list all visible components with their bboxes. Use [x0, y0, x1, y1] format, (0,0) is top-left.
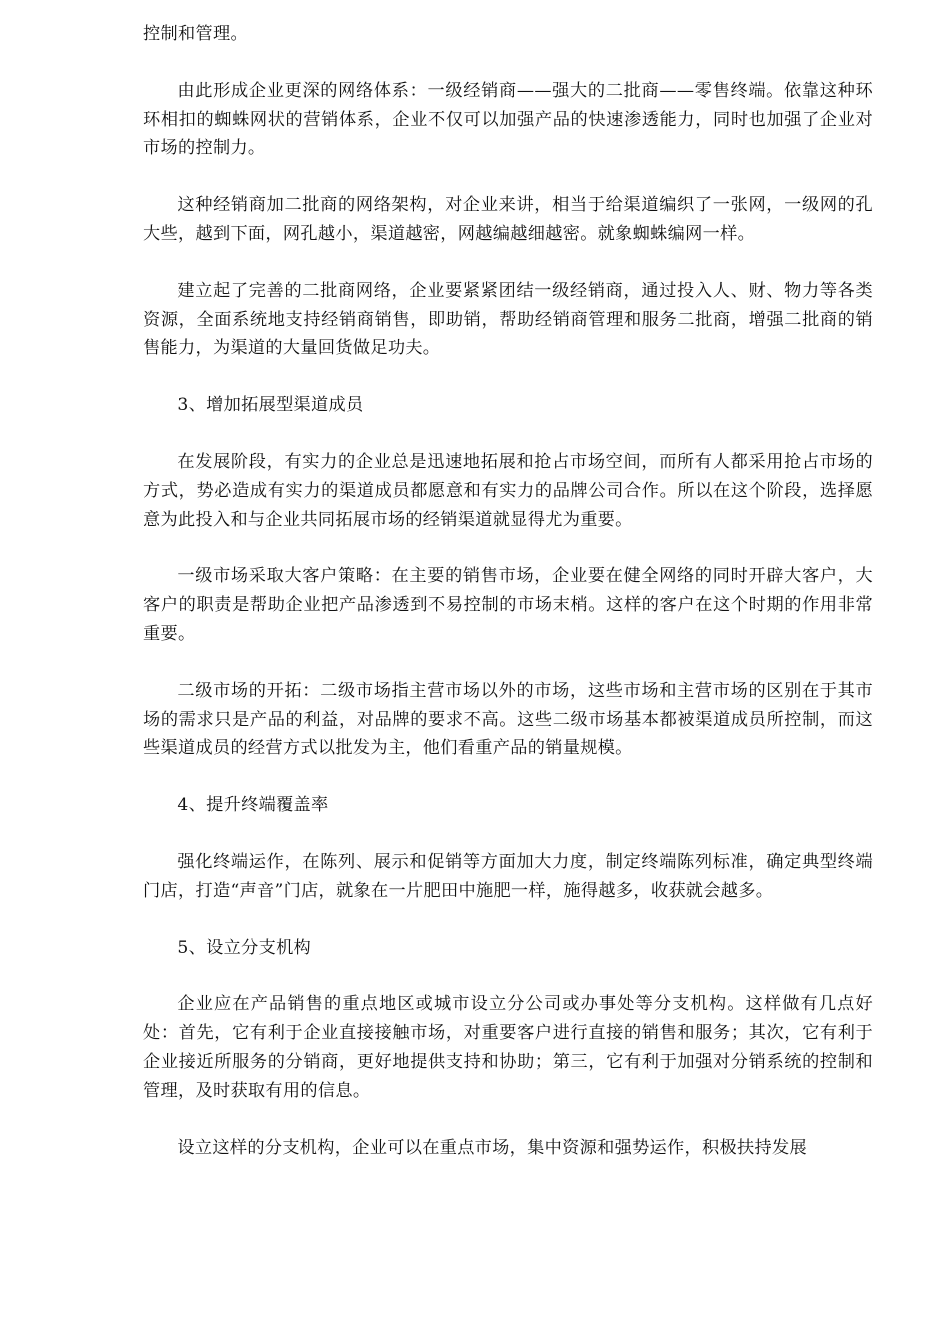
paragraph-development-stage: 在发展阶段，有实力的企业总是迅速地拓展和抢占市场空间，而所有人都采用抢占市场的方式，势必造成有实力的渠道成员都愿意和有实力的品牌公司合作。所以在这个阶段，选择愿意为此投入和与企业共同拓展市场的经销渠道就显得尤为重要。 — [143, 451, 873, 530]
paragraph-second-tier-network: 建立起了完善的二批商网络，企业要紧紧团结一级经销商，通过投入人、财、物力等各类资源，全面系统地支持经销商销售，即助销，帮助经销商管理和服务二批商，增强二批商的销售能力，为渠道的大量回货做足功夫。 — [143, 280, 873, 359]
paragraph-secondary-market: 二级市场的开拓：二级市场指主营市场以外的市场，这些市场和主营市场的区别在于其市场的需求只是产品的利益，对品牌的要求不高。这些二级市场基本都被渠道成员所控制，而这些渠道成员的经营方式以批发为主，他们看重产品的销量规模。 — [143, 680, 873, 759]
paragraph-gap — [143, 363, 873, 391]
paragraph-gap — [143, 49, 873, 77]
paragraph-gap — [143, 534, 873, 562]
paragraph-gap — [143, 906, 873, 934]
section-heading-3: 3、增加拓展型渠道成员 — [177, 395, 364, 416]
section-heading-4: 4、提升终端覆盖率 — [177, 795, 329, 816]
paragraph-gap — [143, 820, 873, 848]
paragraph-gap — [143, 962, 873, 990]
paragraph-gap — [143, 763, 873, 791]
section-heading-5: 5、设立分支机构 — [177, 937, 312, 958]
paragraph-network-structure: 这种经销商加二批商的网络架构，对企业来讲，相当于给渠道编织了一张网，一级网的孔大些，越到下面，网孔越小，渠道越密，网越编越细越密。就象蜘蛛编网一样。 — [143, 195, 873, 244]
paragraph-branch-offices: 企业应在产品销售的重点地区或城市设立分公司或办事处等分支机构。这样做有几点好处：首先，它有利于企业直接接触市场，对重要客户进行直接的销售和服务；其次，它有利于企业接近所服务的分销商，更好地提供支持和协助；第三，它有利于加强对分销系统的控制和管理，及时获取有用的信息。 — [143, 994, 873, 1101]
paragraph-gap — [143, 1106, 873, 1134]
paragraph-branch-benefits: 设立这样的分支机构，企业可以在重点市场，集中资源和强势运作，积极扶持发展 — [177, 1137, 807, 1158]
paragraph-gap — [143, 420, 873, 448]
paragraph-continuation: 控制和管理。 — [143, 24, 248, 44]
paragraph-gap — [143, 649, 873, 677]
paragraph-gap — [143, 163, 873, 191]
paragraph-gap — [143, 249, 873, 277]
paragraph-network-system: 由此形成企业更深的网络体系：一级经销商——强大的二批商——零售终端。依靠这种环环相扣的蜘蛛网状的营销体系，企业不仅可以加强产品的快速渗透能力，同时也加强了企业对市场的控制力。 — [143, 80, 873, 159]
paragraph-key-account-strategy: 一级市场采取大客户策略：在主要的销售市场，企业要在健全网络的同时开辟大客户，大客户的职责是帮助企业把产品渗透到不易控制的市场末梢。这样的客户在这个时期的作用非常重要。 — [143, 566, 873, 644]
paragraph-terminal-operation: 强化终端运作，在陈列、展示和促销等方面加大力度，制定终端陈列标准，确定典型终端门店，打造“声音”门店，就象在一片肥田中施肥一样，施得越多，收获就会越多。 — [143, 851, 873, 901]
document-page — [143, 20, 873, 1162]
